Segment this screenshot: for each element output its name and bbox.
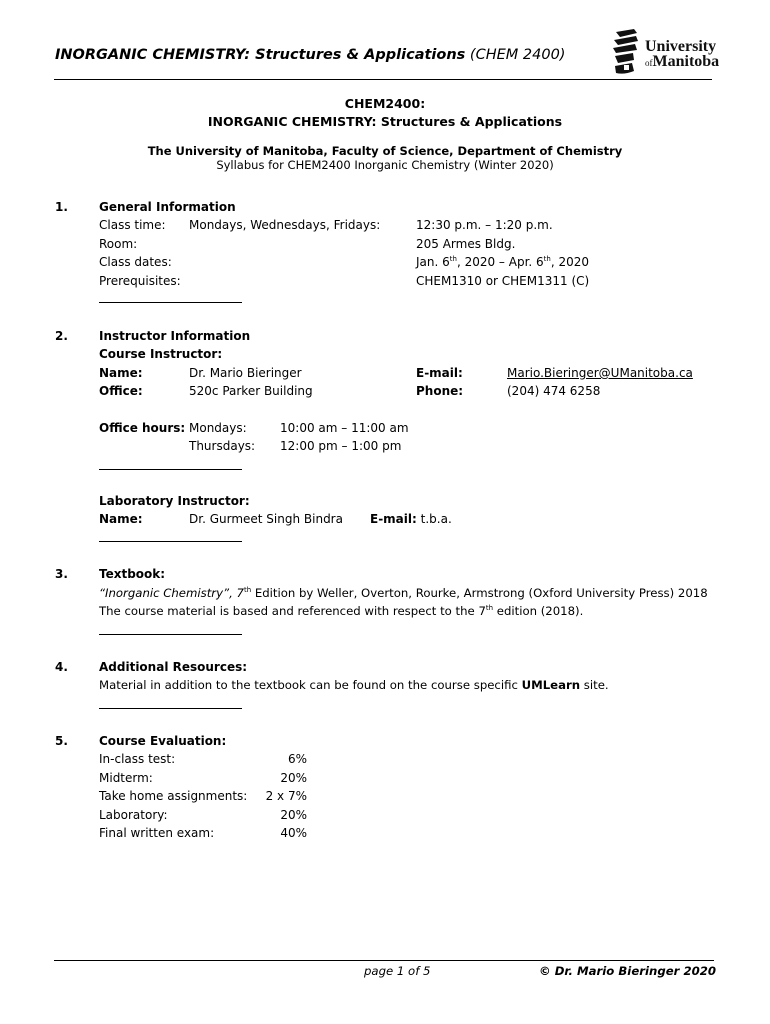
instructor-phone-value: (204) 474 6258 bbox=[507, 384, 601, 398]
bison-crest-icon bbox=[612, 29, 640, 75]
section-divider bbox=[99, 541, 242, 542]
course-instructor-subheading: Course Instructor: bbox=[99, 347, 223, 361]
class-dates-label: Class dates: bbox=[99, 255, 172, 269]
instructor-email-label: E-mail: bbox=[416, 366, 463, 380]
evaluation-value: 6% bbox=[287, 752, 307, 766]
section-number: 2. bbox=[55, 329, 68, 343]
syllabus-line: Syllabus for CHEM2400 Inorganic Chemistry (Winter 2020) bbox=[216, 158, 554, 172]
prerequisites-value: CHEM1310 or CHEM1311 (C) bbox=[416, 274, 590, 288]
office-hours-label: Office hours: bbox=[99, 421, 186, 435]
instructor-email-link[interactable]: Mario.Bieringer@UManitoba.ca bbox=[507, 366, 693, 380]
section-number: 3. bbox=[55, 567, 68, 581]
office-hours-time: 10:00 am – 11:00 am bbox=[280, 421, 409, 435]
textbook-note-end: edition (2018). bbox=[493, 604, 584, 618]
page-number: page 1 of 5 bbox=[364, 964, 431, 978]
lab-instructor-subheading: Laboratory Instructor: bbox=[99, 494, 250, 508]
evaluation-item bbox=[99, 808, 309, 827]
evaluation-item bbox=[99, 752, 309, 771]
instructor-phone-label: Phone: bbox=[416, 384, 464, 398]
evaluation-value: 40% bbox=[280, 826, 307, 840]
textbook-note bbox=[99, 604, 583, 618]
textbook-details: Edition by Weller, Overton, Rourke, Armstrong (Oxford University Press) 2018 bbox=[251, 586, 708, 600]
evaluation-label: Midterm: bbox=[99, 770, 153, 785]
section-heading-instructor: Instructor Information bbox=[99, 329, 251, 343]
dates-start-sup: th bbox=[449, 255, 457, 263]
umlearn-name: UMLearn bbox=[521, 678, 581, 692]
header-rule bbox=[54, 79, 712, 80]
evaluation-item bbox=[99, 826, 309, 845]
class-time-label: Class time: bbox=[99, 218, 166, 232]
lab-email-label: E-mail: bbox=[370, 512, 417, 526]
section-number: 5. bbox=[55, 734, 68, 748]
section-divider bbox=[99, 634, 242, 635]
header-course-title: INORGANIC CHEMISTRY: Structures & Applications bbox=[55, 47, 466, 63]
faculty-line: The University of Manitoba, Faculty of Science, Department of Chemistry bbox=[147, 144, 623, 158]
section-number: 1. bbox=[55, 200, 68, 214]
office-hours-time: 12:00 pm – 1:00 pm bbox=[280, 439, 402, 453]
evaluation-list bbox=[99, 752, 309, 845]
section-divider bbox=[99, 302, 242, 303]
section-divider bbox=[99, 708, 242, 709]
dates-start: Jan. 6 bbox=[416, 255, 450, 269]
evaluation-value: 2 x 7% bbox=[265, 789, 307, 803]
logo-manitoba-text: Manitoba bbox=[652, 53, 720, 70]
logo-manitoba-line bbox=[645, 53, 719, 71]
course-title: INORGANIC CHEMISTRY: Structures & Applications bbox=[207, 114, 563, 129]
resources-text-start: Material in addition to the textbook can be found on the course specific bbox=[99, 678, 522, 692]
section-heading-textbook: Textbook: bbox=[99, 567, 166, 581]
textbook-edition-sup: th bbox=[243, 586, 252, 595]
textbook-note-sup: th bbox=[485, 604, 494, 613]
lab-name-value: Dr. Gurmeet Singh Bindra bbox=[189, 512, 343, 526]
evaluation-value: 20% bbox=[280, 770, 307, 785]
dates-end: , 2020 bbox=[550, 255, 590, 269]
evaluation-label: In-class test: bbox=[99, 752, 176, 766]
office-hours-day: Thursdays: bbox=[189, 439, 256, 453]
textbook-title: “Inorganic Chemistry”, 7 bbox=[99, 586, 244, 600]
prerequisites-label: Prerequisites: bbox=[99, 274, 181, 288]
dates-end-sup: th bbox=[543, 255, 551, 263]
evaluation-item bbox=[99, 789, 309, 808]
section-heading-evaluation: Course Evaluation: bbox=[99, 734, 227, 748]
textbook-note-text: The course material is based and referenced with respect to the 7 bbox=[99, 604, 486, 618]
section-heading-resources: Additional Resources: bbox=[99, 660, 248, 674]
office-hours-day: Mondays: bbox=[189, 421, 247, 435]
evaluation-label: Laboratory: bbox=[99, 807, 168, 822]
room-value: 205 Armes Bldg. bbox=[416, 237, 516, 251]
evaluation-label: Take home assignments: bbox=[99, 789, 248, 803]
lab-email bbox=[370, 512, 452, 526]
course-code: CHEM2400: bbox=[344, 96, 426, 111]
section-divider bbox=[99, 469, 242, 470]
evaluation-item bbox=[99, 771, 309, 790]
dates-mid: , 2020 – Apr. 6 bbox=[456, 255, 544, 269]
header-course-code: (CHEM 2400) bbox=[469, 47, 566, 63]
university-logo bbox=[612, 29, 722, 77]
copyright: © Dr. Mario Bieringer 2020 bbox=[538, 964, 716, 978]
section-number: 4. bbox=[55, 660, 68, 674]
evaluation-value: 20% bbox=[280, 807, 307, 822]
instructor-name-value: Dr. Mario Bieringer bbox=[189, 366, 302, 380]
evaluation-label: Final written exam: bbox=[99, 826, 215, 840]
class-time-days: Mondays, Wednesdays, Fridays: bbox=[189, 218, 381, 232]
room-label: Room: bbox=[99, 237, 138, 251]
lab-email-value: t.b.a. bbox=[420, 512, 452, 526]
logo-university-text: University bbox=[645, 38, 717, 55]
footer-rule bbox=[54, 960, 714, 961]
class-dates-value bbox=[416, 255, 589, 269]
instructor-name-label: Name: bbox=[99, 366, 143, 380]
resources-text bbox=[99, 678, 609, 692]
instructor-office-value: 520c Parker Building bbox=[189, 384, 313, 398]
header-title bbox=[55, 47, 565, 63]
logo-of-text: of bbox=[645, 58, 653, 68]
resources-text-end: site. bbox=[580, 678, 609, 692]
section-heading-general: General Information bbox=[99, 200, 236, 214]
class-time-value: 12:30 p.m. – 1:20 p.m. bbox=[416, 218, 553, 232]
lab-name-label: Name: bbox=[99, 512, 143, 526]
textbook-citation bbox=[99, 586, 708, 600]
instructor-office-label: Office: bbox=[99, 384, 143, 398]
